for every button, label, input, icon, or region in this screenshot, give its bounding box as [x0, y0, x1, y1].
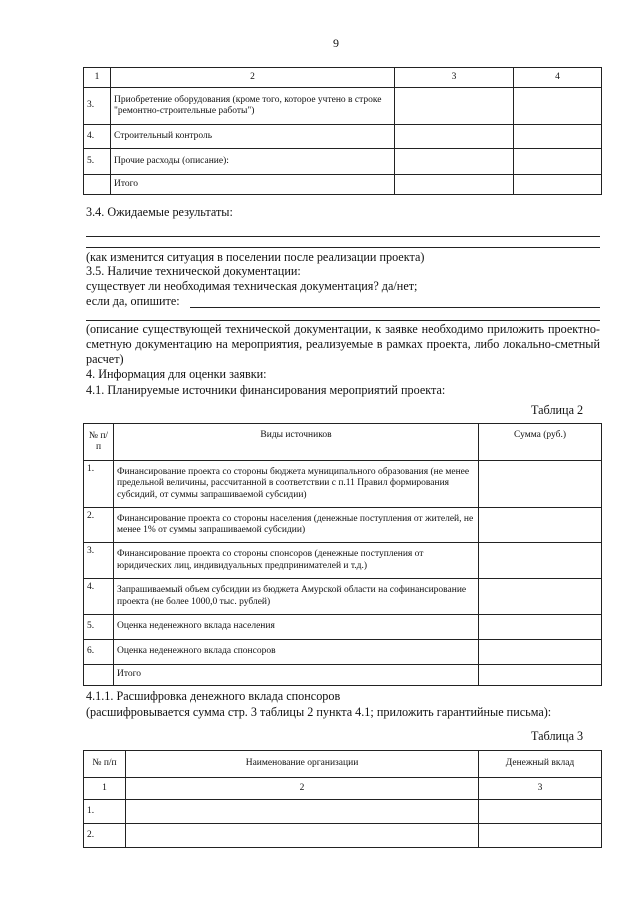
table-row: 2. Финансирование проекта со стороны населения (денежные поступления от жителей, не менее 1% от суммы запрашиваемой субсидии): [84, 508, 602, 543]
cost-table: [83, 67, 602, 195]
table-row: Итого: [84, 175, 602, 195]
if-yes-label: если да, опишите:: [86, 294, 180, 308]
expected-results-heading: 3.4. Ожидаемые результаты:: [86, 205, 233, 219]
header-cell: № п/п: [84, 751, 126, 778]
table-3-caption: Таблица 3: [531, 729, 584, 743]
table-row: 5. Прочие расходы (описание):: [84, 149, 602, 175]
table-row: Итого: [84, 665, 602, 686]
header-cell: 1: [84, 68, 111, 88]
section-411-heading: 4.1.1. Расшифровка денежного вклада спонсоров: [86, 689, 341, 703]
header-cell: 3: [395, 68, 514, 88]
table-row: 1.: [84, 800, 602, 824]
page-number: 9: [333, 36, 339, 50]
header-cell: 4: [514, 68, 602, 88]
header-cell: Денежный вклад: [479, 751, 602, 778]
funding-sources-table: [83, 423, 602, 686]
header-cell: Сумма (руб.): [479, 424, 602, 461]
table-row: 4. Запрашиваемый объем субсидии из бюджета Амурской области на софинансирование проекта (не более 1000,0 тыс. рублей): [84, 579, 602, 615]
table-row: 5. Оценка неденежного вклада населения: [84, 615, 602, 640]
section-4-heading: 4. Информация для оценки заявки:: [86, 367, 267, 381]
table-row: 2.: [84, 824, 602, 848]
table-2-caption: Таблица 2: [531, 403, 584, 417]
situation-note: (как изменится ситуация в поселении после реализации проекта): [86, 250, 425, 264]
sponsors-table: № п/п Наименование организации Денежный вклад 1 2 3 1. 2.: [83, 750, 602, 848]
tech-doc-description: (описание существующей технической документации, к заявке необходимо приложить проектно-сметную документацию на мероприятия, реализуемые в рамках проекта, либо локально-сметный расчет): [86, 322, 600, 366]
header-cell: 2: [111, 68, 395, 88]
sponsor-note: (расшифровывается сумма стр. 3 таблицы 2 пункта 4.1; приложить гарантийные письма):: [86, 705, 552, 719]
table-row: 3. Финансирование проекта со стороны спонсоров (денежные поступления от юридических лиц, индивидуальных предпринимателей и т.д.): [84, 543, 602, 579]
section-41-heading: 4.1. Планируемые источники финансирования мероприятий проекта:: [86, 383, 446, 397]
header-cell: Виды источников: [114, 424, 479, 461]
header-cell: Наименование организации: [126, 751, 479, 778]
tech-doc-question: существует ли необходимая техническая документация? да/нет;: [86, 279, 418, 293]
tech-doc-heading: 3.5. Наличие технической документации:: [86, 264, 301, 278]
header-cell: № п/п: [84, 424, 114, 461]
table-row: 6. Оценка неденежного вклада спонсоров: [84, 640, 602, 665]
table-row: 3. Приобретение оборудования (кроме того, которое учтено в строке "ремонтно-строительные работы"): [84, 88, 602, 125]
table-row: 1. Финансирование проекта со стороны бюджета муниципального образования (не менее предельной величины, рассчитанной в соответствии с п.11 Правил формирования субсидий, от суммы запрашиваемой субсидии): [84, 461, 602, 508]
table-row: 4. Строительный контроль: [84, 125, 602, 149]
